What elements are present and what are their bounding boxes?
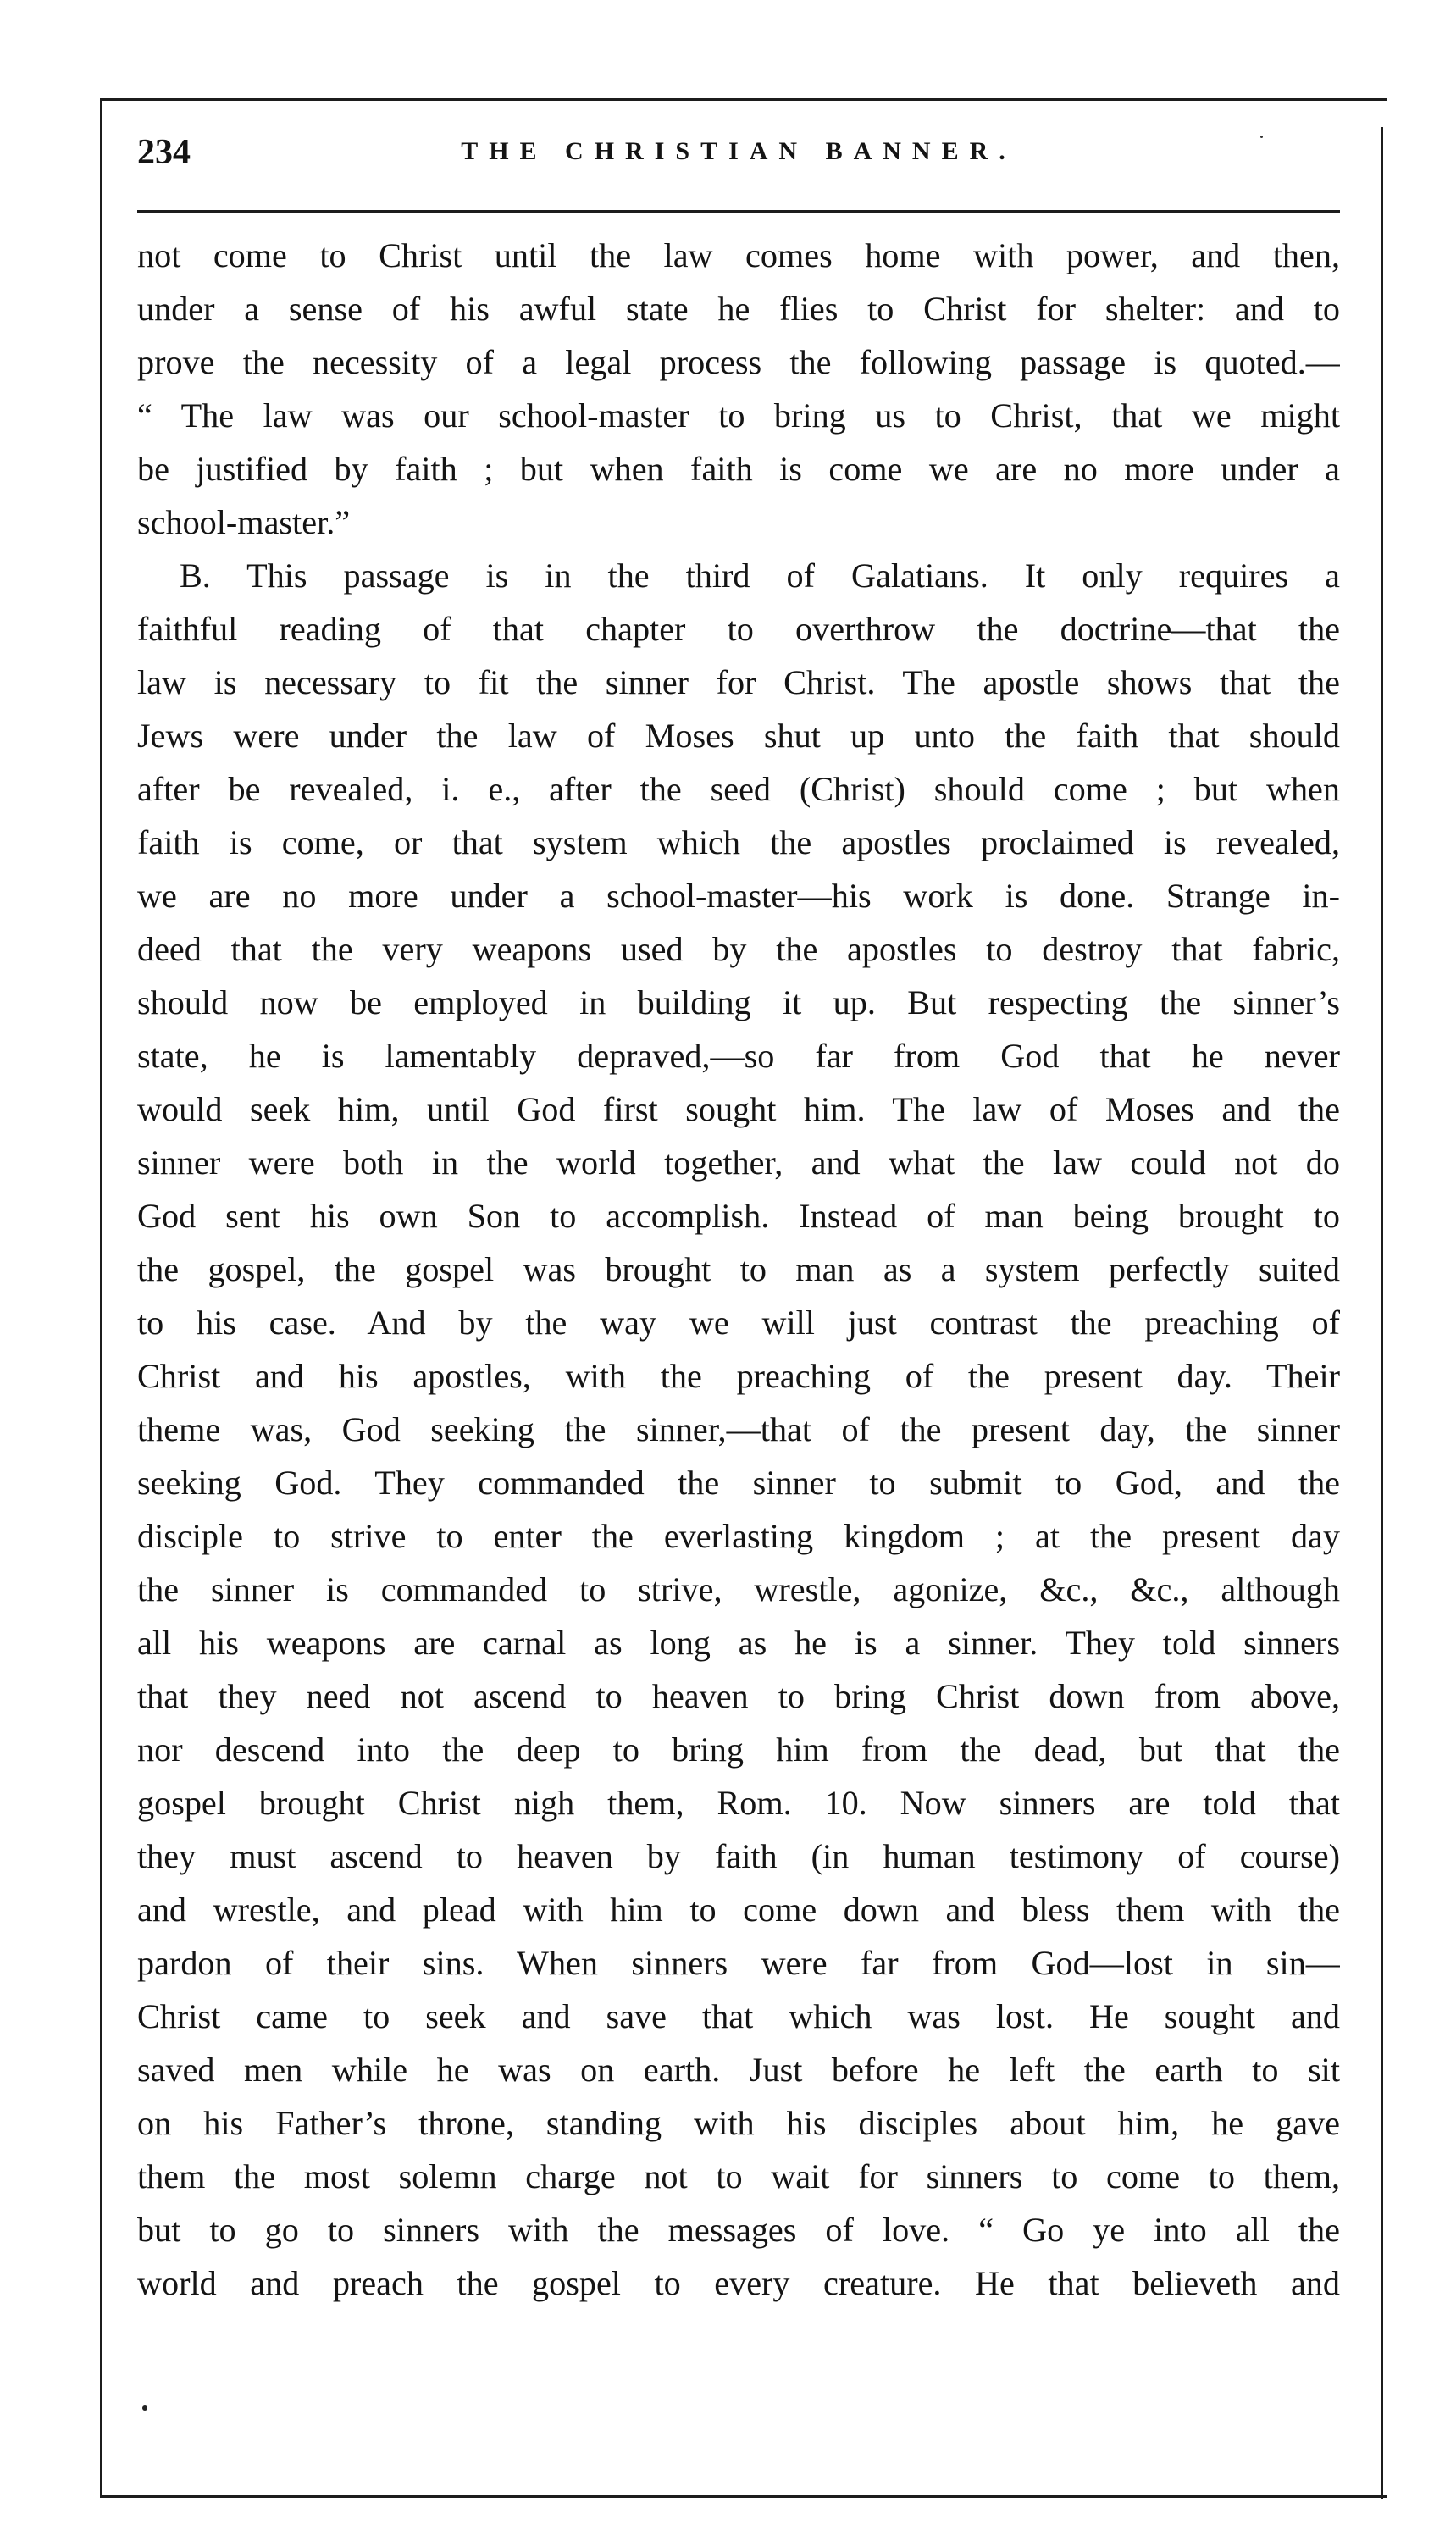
text-line: faith is come, or that system which the apostles proclaimed is revealed, [137,823,1340,861]
page-frame-bottom-rule [100,2495,1387,2498]
text-line: state, he is lamentably depraved,—so far from God that he never [137,1037,1340,1075]
text-line: gospel brought Christ nigh them, Rom. 10. Now sinners are told that [137,1784,1340,1822]
page-frame-right-rule [1381,127,1383,2499]
running-title: THE CHRISTIAN BANNER. [461,137,1016,165]
text-line: “ The law was our school-master to bring us to Christ, that we might [137,396,1340,435]
text-line: prove the necessity of a legal process the following passage is quoted.— [137,343,1340,381]
text-line: them the most solemn charge not to wait for sinners to come to them, [137,2157,1340,2195]
page-number: 234 [137,133,191,172]
page-frame-top-rule [100,98,1387,101]
text-line: the sinner is commanded to strive, wrestle, agonize, &c., &c., although [137,1570,1340,1608]
text-line: we are no more under a school-master—his work is done. Strange in- [137,877,1340,915]
text-line: Christ came to seek and save that which was lost. He sought and [137,1997,1340,2035]
ink-speck [142,2405,147,2411]
text-line: not come to Christ until the law comes home with power, and then, [137,236,1340,274]
text-line: be justified by faith ; but when faith is come we are no more under a [137,450,1340,488]
text-line: law is necessary to fit the sinner for Christ. The apostle shows that the [137,663,1340,701]
text-line: seeking God. They commanded the sinner to submit to God, and the [137,1464,1340,1502]
text-line: sinner were both in the world together, and what the law could not do [137,1143,1340,1182]
text-line: disciple to strive to enter the everlasting kingdom ; at the present day [137,1517,1340,1555]
text-line: saved men while he was on earth. Just before he left the earth to sit [137,2051,1340,2089]
text-line: pardon of their sins. When sinners were far from God—lost in sin— [137,1944,1340,1982]
text-line: Christ and his apostles, with the preaching of the present day. Their [137,1357,1340,1395]
article-body [137,229,1340,2310]
page-header [137,129,1340,183]
text-line: on his Father’s throne, standing with his disciples about him, he gave [137,2104,1340,2142]
text-line: under a sense of his awful state he flies to Christ for shelter: and to [137,290,1340,328]
text-line: the gospel, the gospel was brought to man as a system perfectly suited [137,1250,1340,1288]
text-line: theme was, God seeking the sinner,—that of the present day, the sinner [137,1410,1340,1448]
ink-speck [1260,136,1263,138]
text-line: B. This passage is in the third of Galatians. It only requires a [180,556,1340,595]
text-line: deed that the very weapons used by the apostles to destroy that fabric, [137,930,1340,968]
text-line: to his case. And by the way we will just contrast the preaching of [137,1304,1340,1342]
text-line: they must ascend to heaven by faith (in human testimony of course) [137,1837,1340,1875]
text-line: would seek him, until God first sought him. The law of Moses and the [137,1090,1340,1128]
text-line: but to go to sinners with the messages of love. “ Go ye into all the [137,2211,1340,2249]
text-line: that they need not ascend to heaven to bring Christ down from above, [137,1677,1340,1715]
text-line: faithful reading of that chapter to overthrow the doctrine—that the [137,610,1340,648]
text-line: God sent his own Son to accomplish. Instead of man being brought to [137,1197,1340,1235]
text-line: world and preach the gospel to every creature. He that believeth and [137,2264,1340,2302]
text-line: school-master.” [137,503,351,541]
text-line: Jews were under the law of Moses shut up unto the faith that should [137,717,1340,755]
text-line: after be revealed, i. e., after the seed (Christ) should come ; but when [137,770,1340,808]
page-frame-left-rule [100,98,102,2497]
header-divider [137,210,1340,213]
text-line: all his weapons are carnal as long as he is a sinner. They told sinners [137,1624,1340,1662]
text-line: should now be employed in building it up. But respecting the sinner’s [137,983,1340,1021]
text-line: nor descend into the deep to bring him from the dead, but that the [137,1730,1340,1769]
text-line: and wrestle, and plead with him to come down and bless them with the [137,1891,1340,1929]
